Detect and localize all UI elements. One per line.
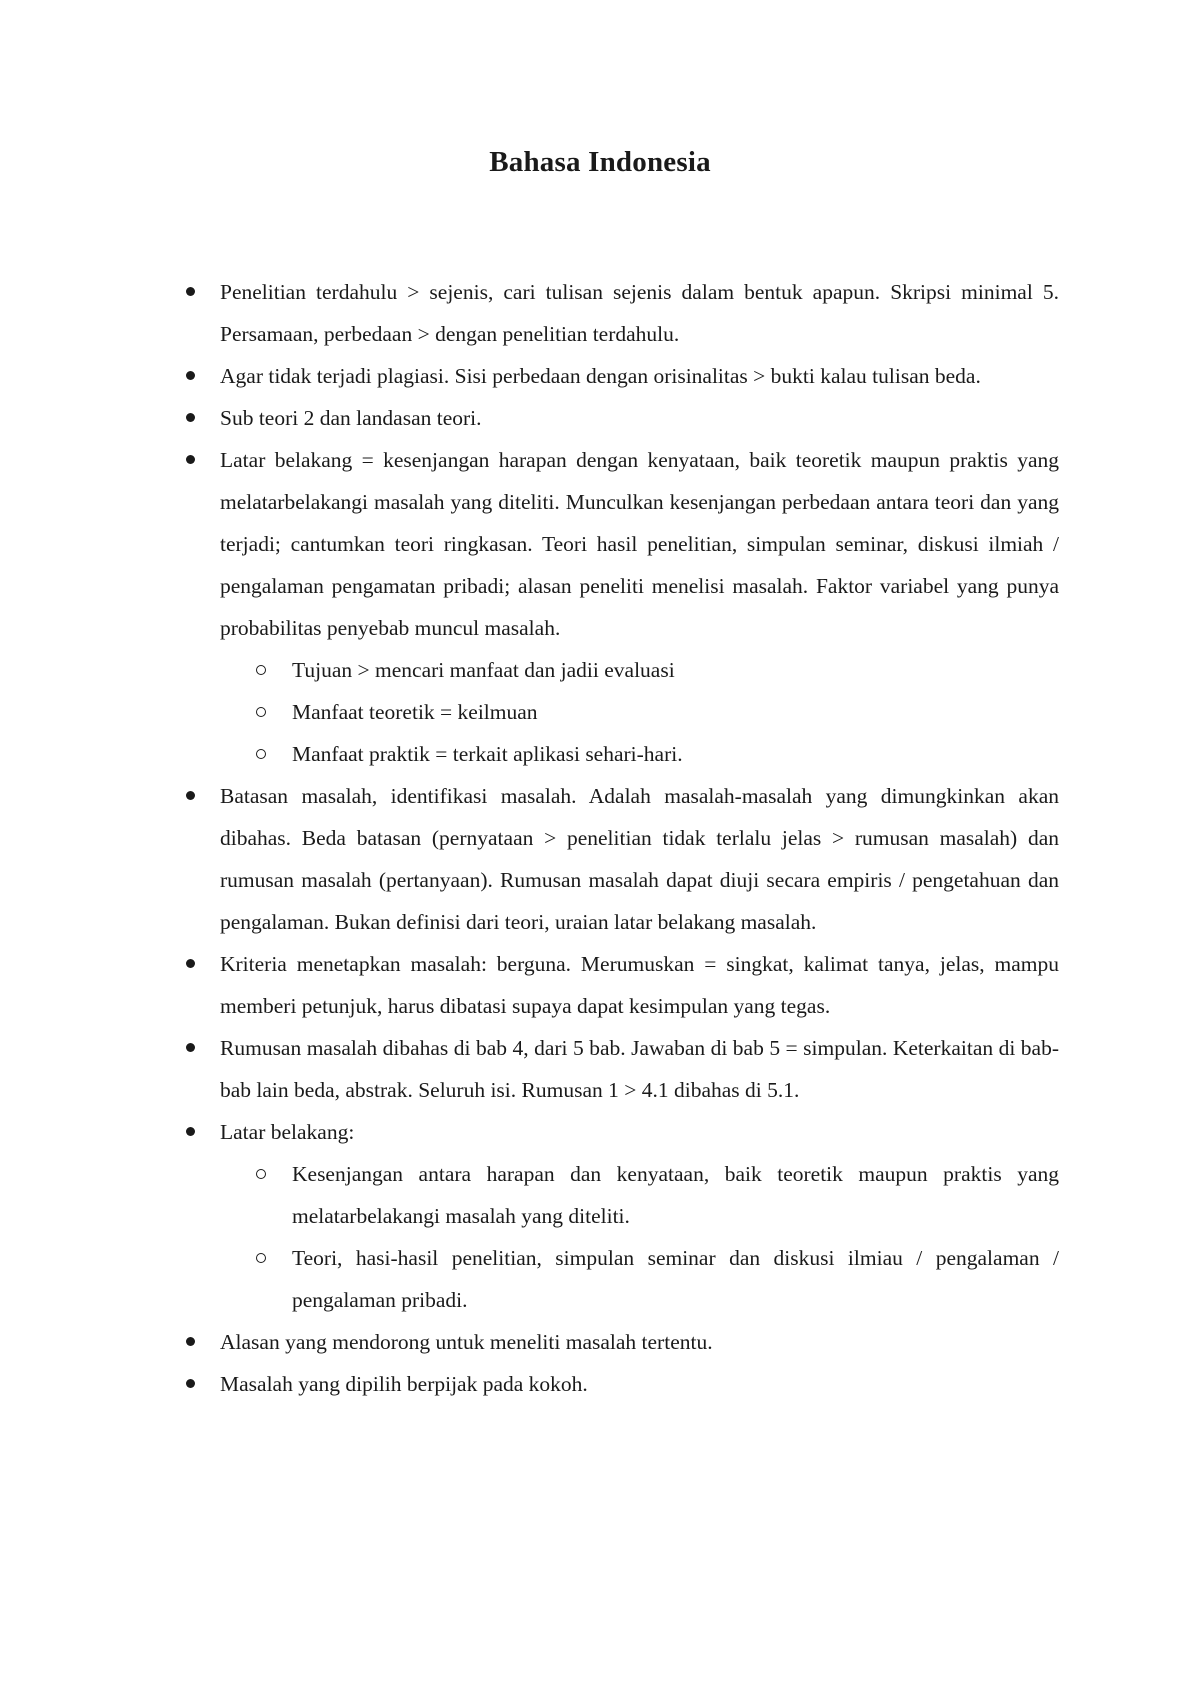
list-item — [0, 355, 1200, 397]
list-item-text: Rumusan masalah dibahas di bab 4, dari 5 bab. Jawaban di bab 5 = simpulan. Keterkaitan di bab-bab lain beda, abstrak. Seluruh isi. Rumusan 1 > 4.1 dibahas di 5.1. — [220, 1036, 1059, 1102]
list-item — [0, 1321, 1200, 1363]
list-item-text: Sub teori 2 dan landasan teori. — [220, 406, 482, 430]
list-item — [0, 271, 1200, 355]
list-item — [0, 1111, 1200, 1321]
bullet-icon — [186, 791, 195, 800]
sub-bullet-list — [220, 649, 1059, 775]
list-item — [0, 397, 1200, 439]
hollow-bullet-icon — [256, 665, 266, 675]
list-item-text: Latar belakang: — [220, 1120, 355, 1144]
sub-list-item-text: Manfaat teoretik = keilmuan — [292, 700, 538, 724]
bullet-icon — [186, 413, 195, 422]
list-item — [0, 1363, 1200, 1405]
list-item-text: Masalah yang dipilih berpijak pada kokoh. — [220, 1372, 588, 1396]
bullet-icon — [186, 287, 195, 296]
list-item-text: Penelitian terdahulu > sejenis, cari tulisan sejenis dalam bentuk apapun. Skripsi minimal 5. Persamaan, perbedaan > dengan penelitian terdahulu. — [220, 280, 1059, 346]
sub-list-item — [220, 733, 1059, 775]
document-body — [0, 271, 1200, 1405]
list-item — [0, 439, 1200, 775]
bullet-icon — [186, 1043, 195, 1052]
sub-bullet-list — [220, 1153, 1059, 1321]
list-item-text: Batasan masalah, identifikasi masalah. Adalah masalah-masalah yang dimungkinkan akan dibahas. Beda batasan (pernyataan > penelitian tidak terlalu jelas > rumusan masalah) dan rumusan masalah (pertanyaan). Rumusan masalah dapat diuji secara empiris / pengetahuan dan pengalaman. Bukan definisi dari teori, uraian latar belakang masalah. — [220, 784, 1059, 934]
list-item-text: Alasan yang mendorong untuk meneliti masalah tertentu. — [220, 1330, 713, 1354]
bullet-list — [0, 271, 1200, 1405]
list-item — [0, 775, 1200, 943]
bullet-icon — [186, 959, 195, 968]
list-item — [0, 943, 1200, 1027]
list-item — [0, 1027, 1200, 1111]
sub-list-item-text: Tujuan > mencari manfaat dan jadii evaluasi — [292, 658, 675, 682]
hollow-bullet-icon — [256, 707, 266, 717]
sub-list-item — [220, 1237, 1059, 1321]
bullet-icon — [186, 1337, 195, 1346]
sub-list-item — [220, 649, 1059, 691]
hollow-bullet-icon — [256, 1253, 266, 1263]
bullet-icon — [186, 1379, 195, 1388]
bullet-icon — [186, 371, 195, 380]
bullet-icon — [186, 1127, 195, 1136]
sub-list-item-text: Manfaat praktik = terkait aplikasi sehari-hari. — [292, 742, 683, 766]
list-item-text: Kriteria menetapkan masalah: berguna. Merumuskan = singkat, kalimat tanya, jelas, mampu memberi petunjuk, harus dibatasi supaya dapat kesimpulan yang tegas. — [220, 952, 1059, 1018]
sub-list-item — [220, 1153, 1059, 1237]
sub-list-item-text: Teori, hasi-hasil penelitian, simpulan seminar dan diskusi ilmiau / pengalaman / pengalaman pribadi. — [292, 1246, 1059, 1312]
list-item-text: Latar belakang = kesenjangan harapan dengan kenyataan, baik teoretik maupun praktis yang melatarbelakangi masalah yang diteliti. Munculkan kesenjangan perbedaan antara teori dan yang terjadi; cantumkan teori ringkasan. Teori hasil penelitian, simpulan seminar, diskusi ilmiah / pengalaman pengamatan pribadi; alasan peneliti menelisi masalah. Faktor variabel yang punya probabilitas penyebab muncul masalah. — [220, 448, 1059, 640]
sub-list-item-text: Kesenjangan antara harapan dan kenyataan, baik teoretik maupun praktis yang melatarbelakangi masalah yang diteliti. — [292, 1162, 1059, 1228]
bullet-icon — [186, 455, 195, 464]
sub-list-item — [220, 691, 1059, 733]
document-title: Bahasa Indonesia — [489, 146, 711, 178]
list-item-text: Agar tidak terjadi plagiasi. Sisi perbedaan dengan orisinalitas > bukti kalau tulisan beda. — [220, 364, 981, 388]
hollow-bullet-icon — [256, 749, 266, 759]
hollow-bullet-icon — [256, 1169, 266, 1179]
